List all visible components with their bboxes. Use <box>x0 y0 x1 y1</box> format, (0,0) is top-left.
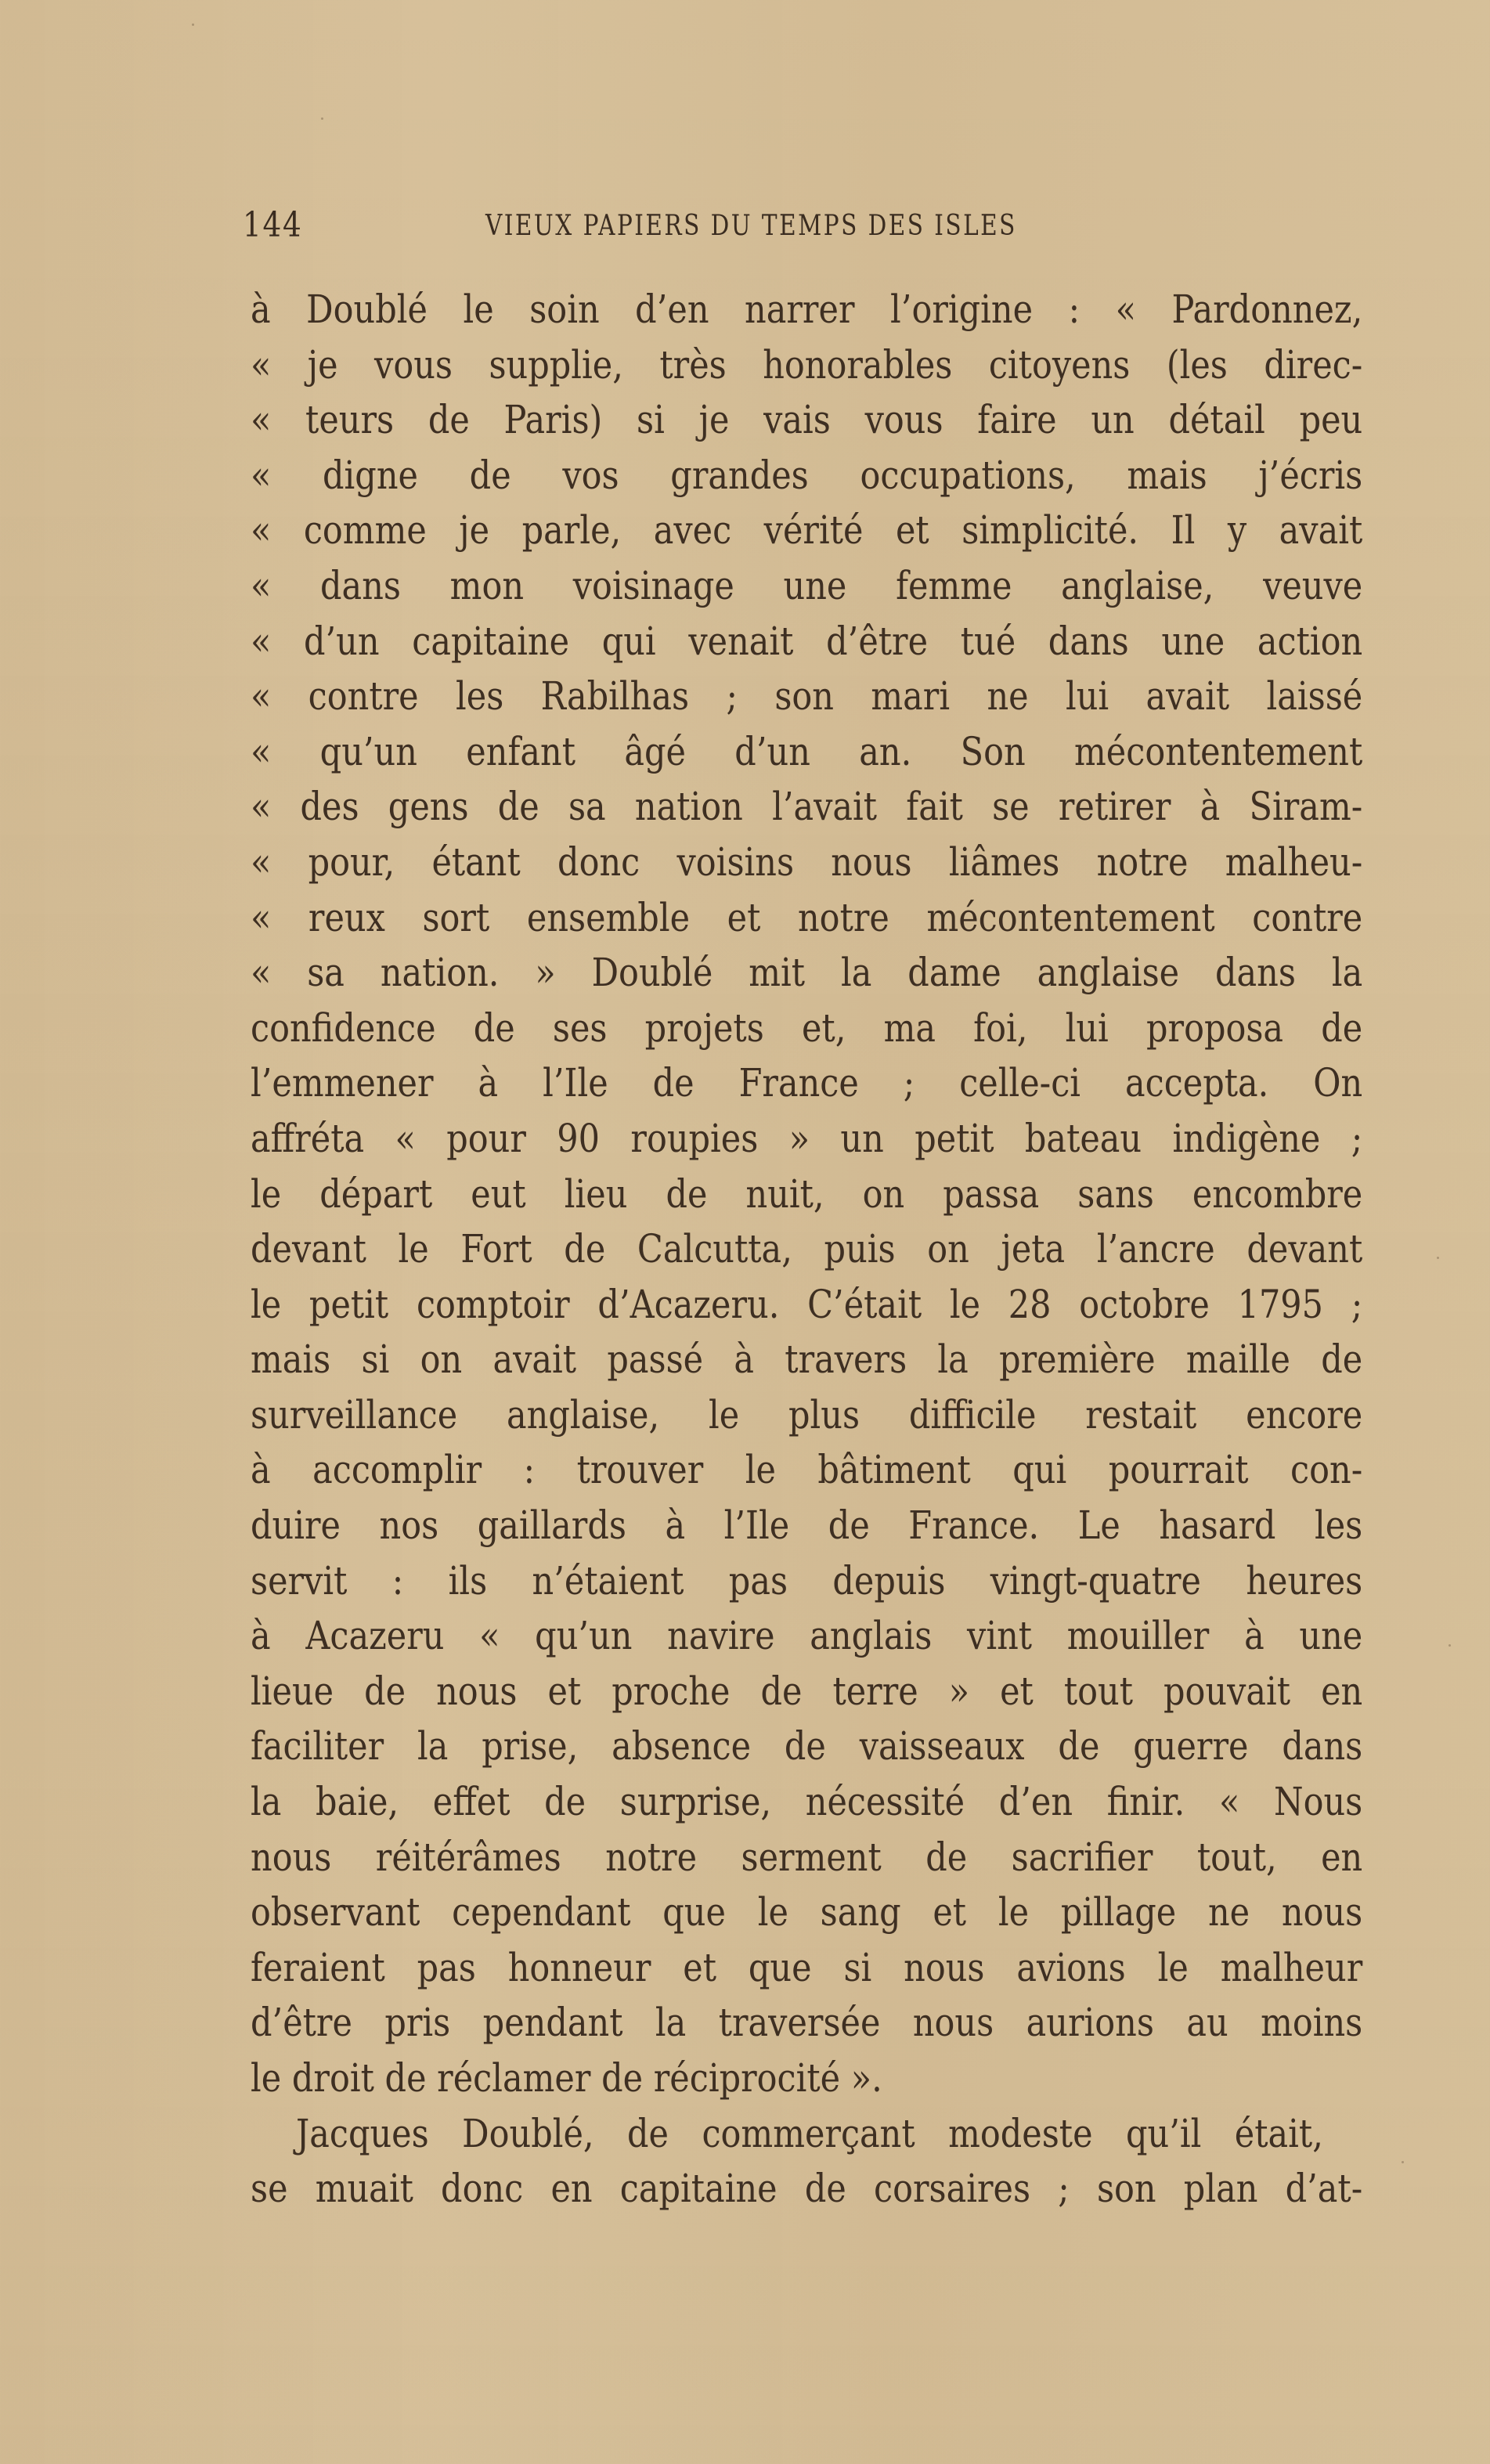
text-line: « qu’un enfant âgé d’un an. Son mécontentement <box>251 728 1363 774</box>
text-line: à Acazeru « qu’un navire anglais vint mouiller à une <box>251 1613 1363 1659</box>
text-line: « digne de vos grandes occupations, mais j’écris <box>251 452 1363 498</box>
text-line: « comme je parle, avec vérité et simplicité. Il y avait <box>251 507 1363 554</box>
text-line: d’être pris pendant la traversée nous aurions au moins <box>251 2000 1363 2046</box>
text-line: le départ eut lieu de nuit, on passa sans encombre <box>251 1171 1363 1217</box>
text-line: feraient pas honneur et que si nous avions le malheur <box>251 1944 1363 1990</box>
text-line: lieue de nous et proche de terre » et tout pouvait en <box>251 1668 1363 1714</box>
page-number: 144 <box>243 205 303 245</box>
text-line: l’emmener à l’Ile de France ; celle-ci accepta. On <box>251 1060 1363 1106</box>
text-line: « je vous supplie, très honorables citoyens (les direc- <box>251 341 1363 388</box>
text-line: servit : ils n’étaient pas depuis vingt-quatre heures <box>251 1557 1363 1604</box>
text-line: « reux sort ensemble et notre mécontentement contre <box>251 894 1363 940</box>
text-line: faciliter la prise, absence de vaisseaux de guerre dans <box>251 1723 1363 1770</box>
running-head <box>243 205 1362 252</box>
text-line: observant cependant que le sang et le pillage ne nous <box>251 1889 1363 1935</box>
text-line: « d’un capitaine qui venait d’être tué dans une action <box>251 618 1363 664</box>
text-line: se muait donc en capitaine de corsaires ; son plan d’at- <box>251 2166 1363 2212</box>
text-line: « des gens de sa nation l’avait fait se retirer à Siram- <box>251 784 1363 830</box>
text-line: « contre les Rabilhas ; son mari ne lui avait laissé <box>251 673 1363 720</box>
paper-speck <box>1449 1644 1451 1647</box>
paper-speck <box>321 117 323 120</box>
text-line: le petit comptoir d’Acazeru. C’était le 28 octobre 1795 ; <box>251 1281 1363 1327</box>
text-line: confidence de ses projets et, ma foi, lui proposa de <box>251 1005 1363 1051</box>
paper-speck <box>192 23 194 26</box>
text-line: nous réitérâmes notre serment de sacrifier tout, en <box>251 1834 1363 1880</box>
paper-speck <box>1402 2161 1404 2163</box>
text-line: mais si on avait passé à travers la première maille de <box>251 1337 1363 1383</box>
text-line: « sa nation. » Doublé mit la dame anglaise dans la <box>251 950 1363 996</box>
text-line: affréta « pour 90 roupies » un petit bateau indigène ; <box>251 1115 1363 1161</box>
text-line: surveillance anglaise, le plus difficile restait encore <box>251 1391 1363 1438</box>
text-line: à Doublé le soin d’en narrer l’origine : « Pardonnez, <box>251 287 1363 332</box>
text-line: à accomplir : trouver le bâtiment qui pourrait con- <box>251 1447 1363 1493</box>
running-title: VIEUX PAPIERS DU TEMPS DES ISLES <box>485 210 1017 242</box>
text-line: « dans mon voisinage une femme anglaise, veuve <box>251 562 1363 608</box>
text-line-paragraph-end: le droit de réclamer de réciprocité ». <box>251 2055 882 2101</box>
text-line: duire nos gaillards à l’Ile de France. Le hasard les <box>251 1503 1363 1549</box>
text-line-paragraph-start: Jacques Doublé, de commerçant modeste qu’il était, <box>296 2110 1323 2156</box>
text-line: « pour, étant donc voisins nous liâmes notre malheu- <box>251 839 1363 885</box>
body-text <box>251 282 1362 2217</box>
text-line: la baie, effet de surprise, nécessité d’en finir. « Nous <box>251 1779 1363 1825</box>
text-line: « teurs de Paris) si je vais vous faire un détail peu <box>251 397 1363 443</box>
text-line: devant le Fort de Calcutta, puis on jeta l’ancre devant <box>251 1226 1363 1272</box>
paper-speck <box>1437 1257 1439 1259</box>
